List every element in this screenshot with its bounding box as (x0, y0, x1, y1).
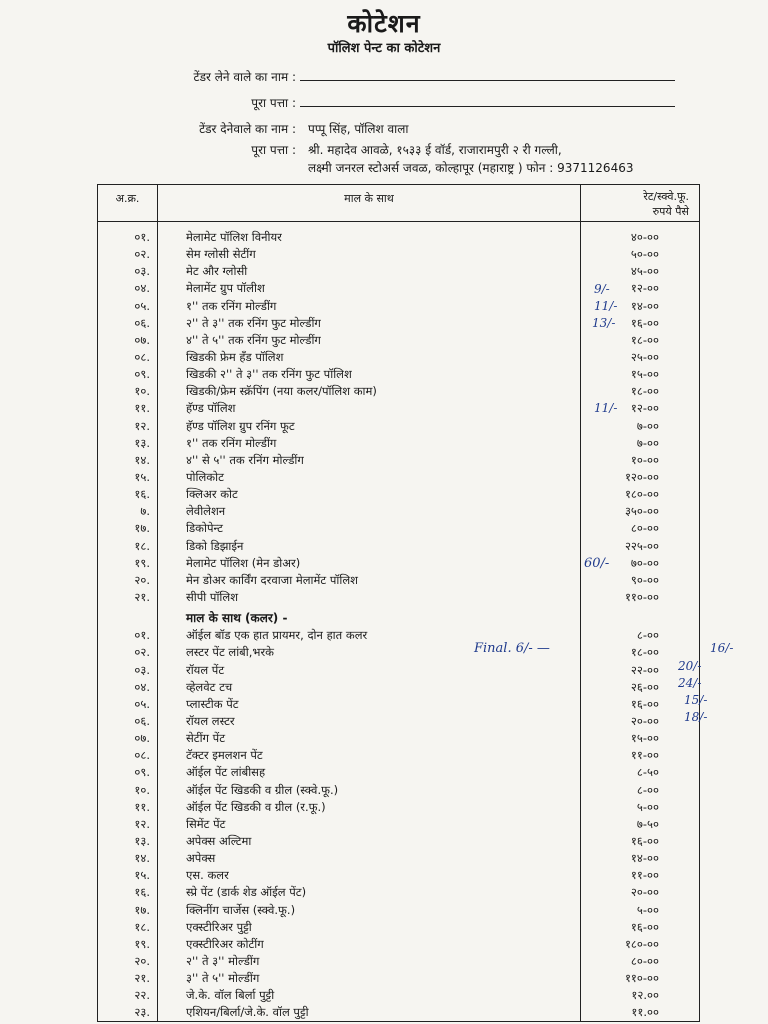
header-rate (581, 185, 700, 222)
table-row (98, 953, 700, 970)
row-rate: ७-०० (581, 435, 700, 452)
row-rate: २०-०० (581, 713, 700, 730)
tender-giver-label: टेंडर देनेवाले का नाम : (199, 122, 296, 136)
row-item: २'' ते ३'' मोल्डींग (158, 953, 581, 970)
row-rate: ७-०० (581, 418, 700, 435)
table-row (98, 901, 700, 918)
row-item: सीपी पॉलिश (158, 589, 581, 606)
header-rate-line1: रेट/स्क्वे.फू. (643, 190, 689, 203)
row-serial-no: ०८. (98, 747, 158, 764)
row-rate: ११-०० (581, 867, 700, 884)
row-rate: १०-०० (581, 452, 700, 469)
row-serial-no: ०७. (98, 332, 158, 349)
table-row (98, 332, 700, 349)
handwritten-note-19: 60/- (584, 556, 610, 571)
row-rate: ५-०० (581, 799, 700, 816)
row-serial-no: १८. (98, 919, 158, 936)
table-row (98, 747, 700, 764)
row-item: स्प्रे पेंट (डार्क शेड ऑईल पेंट) (158, 884, 581, 901)
row-rate: १८-०० (581, 383, 700, 400)
table-row (98, 418, 700, 435)
row-item: ४'' ते ५'' तक रनिंग फुट मोल्डींग (158, 332, 581, 349)
table-row (98, 486, 700, 503)
table-row (98, 867, 700, 884)
row-item: प्लास्टीक पेंट (158, 696, 581, 713)
row-serial-no: ०६. (98, 713, 158, 730)
row-serial-no: १२. (98, 816, 158, 833)
row-serial-no: ०६. (98, 315, 158, 332)
row-rate: १६-०० (581, 315, 700, 332)
table-row (98, 833, 700, 850)
page-title: कोटेशन (347, 9, 421, 38)
table-row (98, 246, 700, 263)
table-row (98, 782, 700, 799)
row-item: १'' तक रनिंग मोल्डींग (158, 435, 581, 452)
table-row (98, 435, 700, 452)
table-row (98, 764, 700, 781)
row-item: एशियन/बिर्ला/जे.के. वॉल पुट्टी (158, 1004, 581, 1022)
table-row (98, 919, 700, 936)
row-serial-no: १०. (98, 383, 158, 400)
table-row (98, 1004, 700, 1022)
row-serial-no: ०३. (98, 662, 158, 679)
row-rate: १८०-०० (581, 936, 700, 953)
row-item: लस्टर पेंट लांबी,भरके (158, 644, 581, 661)
row-rate: १४-०० (581, 298, 700, 315)
section-heading-blank (98, 606, 158, 627)
row-serial-no: २१. (98, 589, 158, 606)
handwritten-note-06: 13/- (592, 316, 616, 330)
row-item: ऑईल पेंट खिडकी व ग्रील (र.फू.) (158, 799, 581, 816)
row-rate: ९०-०० (581, 572, 700, 589)
row-item: मेलामेंट ग्रुप पॉलीश (158, 280, 581, 297)
row-item: टॅक्टर इमलशन पेंट (158, 747, 581, 764)
table-row (98, 383, 700, 400)
row-rate: १२०-०० (581, 469, 700, 486)
row-rate: ५-०० (581, 901, 700, 918)
tender-taker-blank-line (300, 80, 675, 81)
row-item: जे.के. वॉल बिर्ला पुट्टी (158, 987, 581, 1004)
row-serial-no: १९. (98, 936, 158, 953)
row-rate: ११०-०० (581, 589, 700, 606)
row-item: ३'' ते ५'' मोल्डींग (158, 970, 581, 987)
table-row (98, 970, 700, 987)
row-rate: १२-०० (581, 400, 700, 417)
table-row (98, 799, 700, 816)
row-rate: १६-०० (581, 696, 700, 713)
table-row (98, 503, 700, 520)
row-rate: १८-०० (581, 644, 700, 661)
row-rate: २०-०० (581, 884, 700, 901)
row-rate: ४५-०० (581, 263, 700, 280)
table-row (98, 349, 700, 366)
table-row (98, 222, 700, 247)
giver-address-line2: लक्ष्मी जनरल स्टोअर्स जवळ, कोल्हापूर (महाराष्ट्र ) फोन : 9371126463 (308, 161, 634, 175)
row-serial-no: १३. (98, 435, 158, 452)
row-rate: १५-०० (581, 366, 700, 383)
handwritten-note-15: 15/- (684, 693, 708, 707)
table-row (98, 816, 700, 833)
row-item: क्लिनींग चार्जेस (स्क्वे.फू.) (158, 901, 581, 918)
row-serial-no: ०१. (98, 627, 158, 644)
row-rate: ८-०० (581, 782, 700, 799)
table-row (98, 263, 700, 280)
section-heading-rate-blank (581, 606, 700, 627)
row-rate: २५-०० (581, 349, 700, 366)
table-row (98, 452, 700, 469)
handwritten-note-16: 16/- (710, 641, 734, 655)
row-item: डिको डिझाईन (158, 538, 581, 555)
section-heading: माल के साथ (कलर) - (158, 606, 581, 627)
row-item: ४'' से ५'' तक रनिंग मोल्डींग (158, 452, 581, 469)
table-row (98, 469, 700, 486)
tender-taker-address-blank-line (300, 106, 675, 107)
row-serial-no: २३. (98, 1004, 158, 1022)
row-serial-no: १५. (98, 469, 158, 486)
row-item: एक्स्टीरिअर पुट्टी (158, 919, 581, 936)
row-item: २'' ते ३'' तक रनिंग फुट मोल्डींग (158, 315, 581, 332)
row-rate: ३५०-०० (581, 503, 700, 520)
page-subtitle: पॉलिश पेन्ट का कोटेशन (327, 41, 441, 56)
row-item: डिकोपेन्ट (158, 520, 581, 537)
row-item: सेटींग पेंट (158, 730, 581, 747)
header-serial-no: अ.क्र. (98, 185, 158, 222)
table-row (98, 662, 700, 679)
tender-taker-address-label: पूरा पत्ता : (251, 96, 296, 110)
row-serial-no: १४. (98, 850, 158, 867)
table-row (98, 520, 700, 537)
table-row (98, 644, 700, 661)
row-serial-no: ०१. (98, 222, 158, 247)
table-row (98, 696, 700, 713)
row-rate: ८०-०० (581, 953, 700, 970)
row-rate: २२५-०० (581, 538, 700, 555)
handwritten-note-final: Final. 6/- — (474, 641, 550, 656)
row-serial-no: ०५. (98, 298, 158, 315)
table-row (98, 679, 700, 696)
section-heading-row (98, 606, 700, 627)
row-serial-no: ११. (98, 400, 158, 417)
row-serial-no: २०. (98, 953, 158, 970)
row-rate: १८०-०० (581, 486, 700, 503)
row-item: खिडकी फ्रेम हॅंड पॉलिश (158, 349, 581, 366)
table-row (98, 936, 700, 953)
giver-address-label: पूरा पत्ता : (251, 143, 296, 157)
row-serial-no: ०९. (98, 764, 158, 781)
row-serial-no: २१. (98, 970, 158, 987)
row-rate: ८-०० (581, 627, 700, 644)
row-rate: १५-०० (581, 730, 700, 747)
table-row (98, 572, 700, 589)
row-serial-no: ०८. (98, 349, 158, 366)
header-rate-line2: रुपये पैसे (652, 205, 689, 218)
tender-taker-label: टेंडर लेने वाले का नाम : (193, 70, 296, 84)
row-serial-no: ०९. (98, 366, 158, 383)
handwritten-note-18: 18/- (684, 710, 708, 724)
row-item: अपेक्स अल्टिमा (158, 833, 581, 850)
table-row (98, 713, 700, 730)
handwritten-note-04: 9/- (594, 282, 610, 296)
row-item: क्लिअर कोट (158, 486, 581, 503)
table-row (98, 627, 700, 644)
row-rate: ७-५० (581, 816, 700, 833)
table-row (98, 366, 700, 383)
row-serial-no: ०५. (98, 696, 158, 713)
row-serial-no: १४. (98, 452, 158, 469)
row-rate: ८-५० (581, 764, 700, 781)
row-serial-no: ०४. (98, 280, 158, 297)
row-serial-no: ०३. (98, 263, 158, 280)
table-row (98, 538, 700, 555)
row-item: खिडकी/फ्रेम स्क्रॅपिंग (नया कलर/पॉलिश काम) (158, 383, 581, 400)
row-item: मेट और ग्लोसी (158, 263, 581, 280)
table-row (98, 730, 700, 747)
table-row (98, 850, 700, 867)
row-serial-no: १२. (98, 418, 158, 435)
row-serial-no: १९. (98, 555, 158, 572)
row-item: व्हेलवेट टच (158, 679, 581, 696)
row-item: मेलामेट पॉलिश (मेन डोअर) (158, 555, 581, 572)
row-rate: १२-०० (581, 280, 700, 297)
table-header-row (98, 185, 700, 222)
row-item: १'' तक रनिंग मोल्डींग (158, 298, 581, 315)
row-item: सिमेंट पेंट (158, 816, 581, 833)
row-serial-no: १७. (98, 520, 158, 537)
row-serial-no: १८. (98, 538, 158, 555)
row-rate: १६-०० (581, 919, 700, 936)
row-rate: ११०-०० (581, 970, 700, 987)
handwritten-note-11: 11/- (594, 401, 618, 415)
row-rate: ११-०० (581, 747, 700, 764)
row-serial-no: १६. (98, 486, 158, 503)
row-item: लेवीलेशन (158, 503, 581, 520)
row-rate: १२.०० (581, 987, 700, 1004)
row-item: मेन डोअर कार्विंग दरवाजा मेलामेंट पॉलिश (158, 572, 581, 589)
row-item: हॅण्ड पॉलिश (158, 400, 581, 417)
row-item: एस. कलर (158, 867, 581, 884)
row-item: ऑईल पेंट लांबीसह (158, 764, 581, 781)
tender-giver-value: पप्पू सिंह, पॉलिश वाला (308, 122, 409, 136)
row-rate: १४-०० (581, 850, 700, 867)
row-serial-no: ०४. (98, 679, 158, 696)
row-item: रॉयल लस्टर (158, 713, 581, 730)
row-item: रॉयल पेंट (158, 662, 581, 679)
row-serial-no: ७. (98, 503, 158, 520)
row-item: सेम ग्लोसी सेटींग (158, 246, 581, 263)
row-item: एक्स्टीरिअर कोटींग (158, 936, 581, 953)
table-row (98, 884, 700, 901)
header-item: माल के साथ (158, 185, 581, 222)
row-item: अपेक्स (158, 850, 581, 867)
row-serial-no: १७. (98, 901, 158, 918)
row-rate: ५०-०० (581, 246, 700, 263)
handwritten-note-20: 20/- (678, 659, 702, 673)
row-item: पोलिकोट (158, 469, 581, 486)
table-body (98, 222, 700, 1022)
giver-address-line1: श्री. महादेव आवळे, १५३३ ई वॉर्ड, राजारामपुरी २ री गल्ली, (308, 143, 562, 157)
row-item: ऑईल बॉड एक हात प्रायमर, दोन हात कलर (158, 627, 581, 644)
row-serial-no: १६. (98, 884, 158, 901)
row-rate: ८०-०० (581, 520, 700, 537)
row-serial-no: २२. (98, 987, 158, 1004)
row-rate: १८-०० (581, 332, 700, 349)
row-rate: ४०-०० (581, 222, 700, 247)
row-serial-no: २०. (98, 572, 158, 589)
row-serial-no: ०२. (98, 644, 158, 661)
row-rate: ११.०० (581, 1004, 700, 1022)
handwritten-note-24: 24/- (678, 676, 702, 690)
row-serial-no: १५. (98, 867, 158, 884)
row-item: खिडकी २'' ते ३'' तक रनिंग फुट पॉलिश (158, 366, 581, 383)
row-rate: २६-०० (581, 679, 700, 696)
row-serial-no: ०७. (98, 730, 158, 747)
row-rate: ७०-०० (581, 555, 700, 572)
row-item: ऑईल पेंट खिडकी व ग्रील (स्क्वे.फू.) (158, 782, 581, 799)
row-item: हॅण्ड पॉलिश ग्रुप रनिंग फूट (158, 418, 581, 435)
handwritten-note-05: 11/- (594, 299, 618, 313)
table-row (98, 987, 700, 1004)
row-serial-no: ११. (98, 799, 158, 816)
row-serial-no: ०२. (98, 246, 158, 263)
table-row (98, 589, 700, 606)
row-serial-no: १०. (98, 782, 158, 799)
row-rate: १६-०० (581, 833, 700, 850)
row-rate: २२-०० (581, 662, 700, 679)
row-item: मेलामेट पॉलिश विनीयर (158, 222, 581, 247)
row-serial-no: १३. (98, 833, 158, 850)
